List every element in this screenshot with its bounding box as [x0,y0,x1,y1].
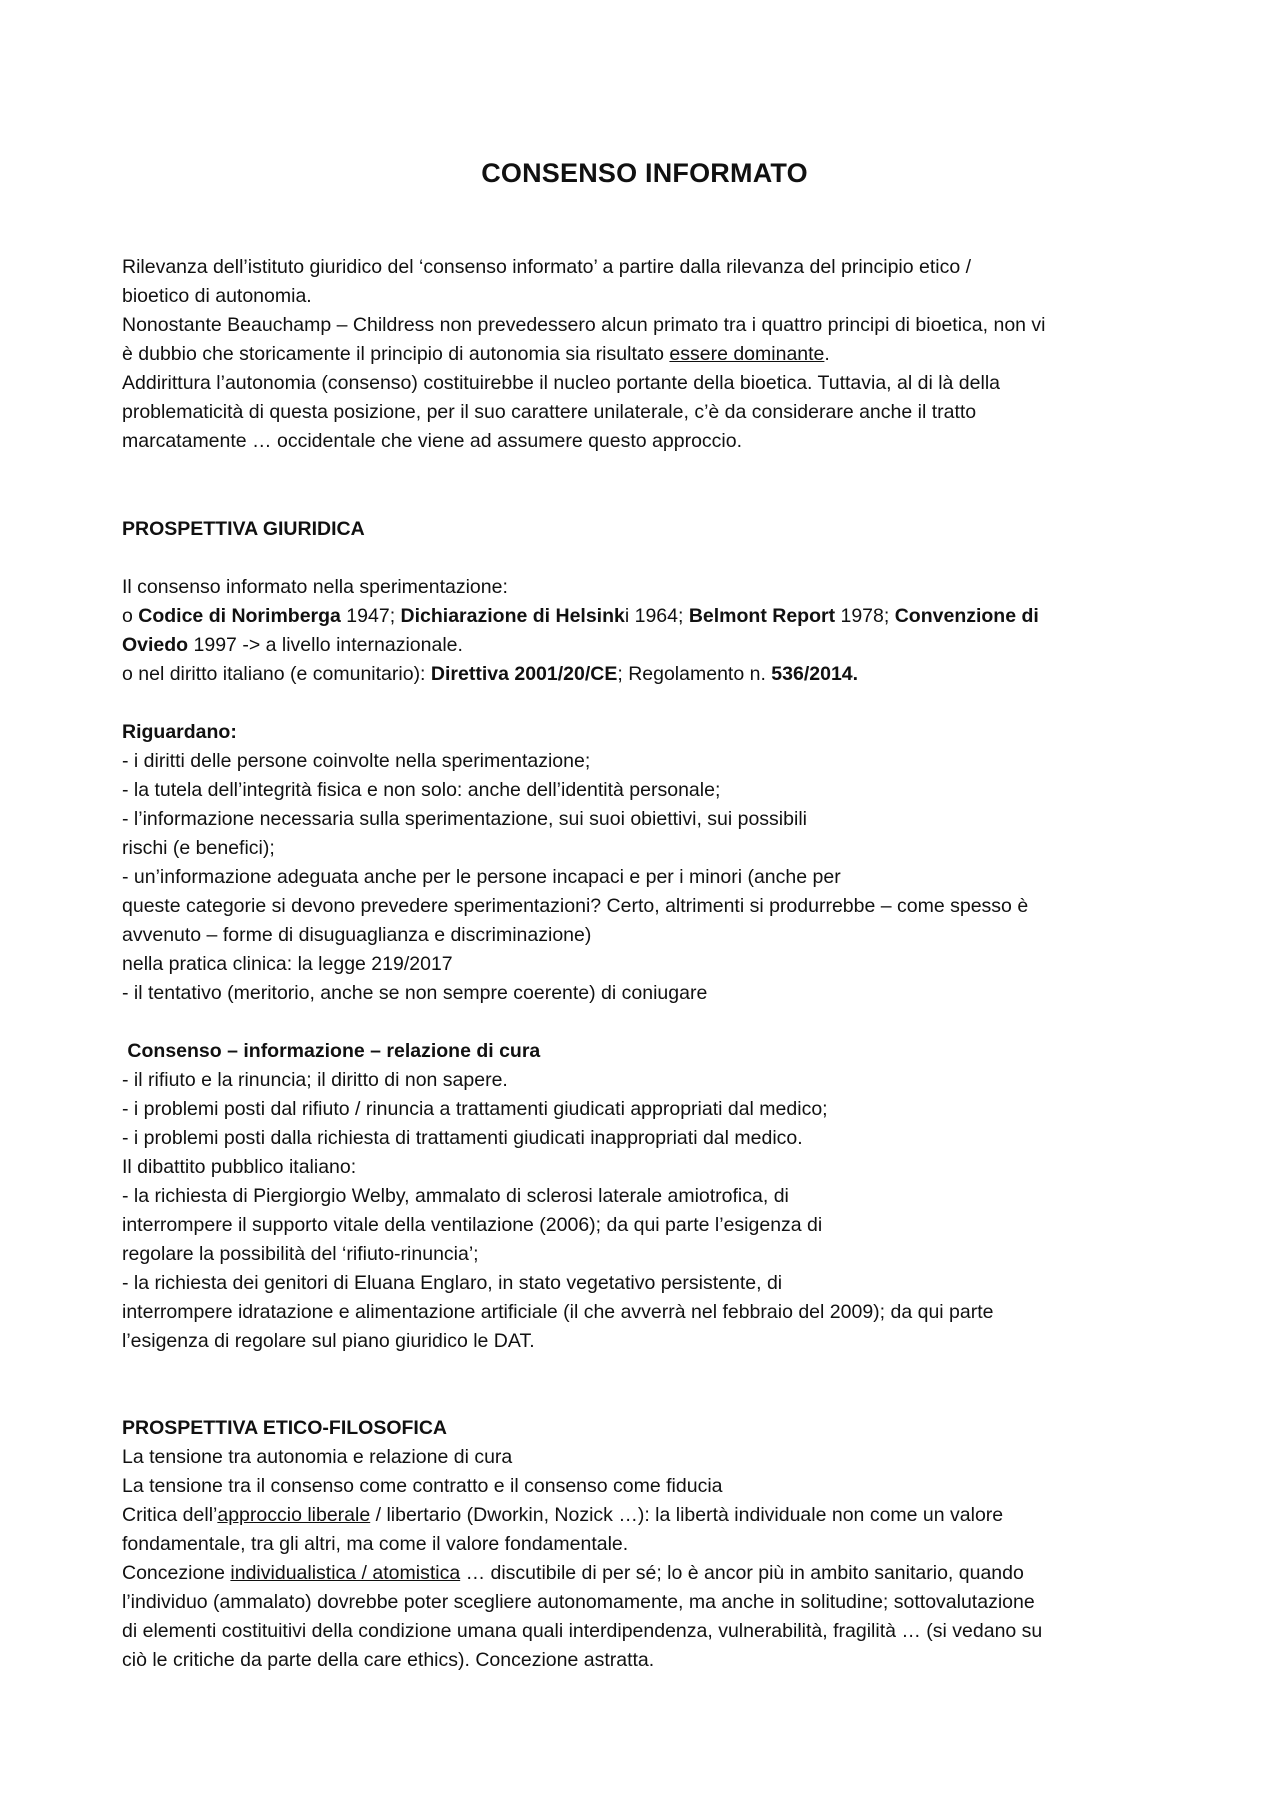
etico-line-1: La tensione tra autonomia e relazione di cura [122,1446,513,1468]
intro-line-3: Nonostante Beauchamp – Childress non prevedessero alcun primato tra i quattro principi di bioetica, non vi [122,314,1046,336]
diritto-italiano: o nel diritto italiano (e comunitario): [122,663,431,685]
intro-line-4-text: è dubbio che storicamente il principio di autonomia sia risultato [122,343,670,365]
riguardano-line-4: rischi (e benefici); [122,837,275,859]
consenso-line-5: - la richiesta di Piergiorgio Welby, ammalato di sclerosi laterale amiotrofica, di [122,1185,789,1207]
consenso-line-2: - i problemi posti dal rifiuto / rinuncia a trattamenti giudicati appropriati dal medico; [122,1098,828,1120]
oviedo: Oviedo [122,634,189,656]
riguardano-line-6: queste categorie si devono prevedere sperimentazioni? Certo, altrimenti si produrrebbe – come spesso è [122,895,1029,917]
riguardano-line-1: - i diritti delle persone coinvolte nella sperimentazione; [122,750,591,772]
consenso-line-3: - i problemi posti dalla richiesta di trattamenti giudicati inappropriati dal medico. [122,1127,803,1149]
dichiarazione-helsinki: Dichiarazione di Helsink [400,605,625,627]
consenso-line-10: l’esigenza di regolare sul piano giuridico le DAT. [122,1330,535,1352]
riguardano-line-5: - un’informazione adeguata anche per le persone incapaci e per i minori (anche per [122,866,841,888]
direttiva: Direttiva 2001/20/CE [430,663,618,685]
regolamento-number: 536/2014. [771,663,859,685]
riguardano-line-9: - il tentativo (meritorio, anche se non sempre coerente) di coniugare [122,982,708,1004]
giuridica-line-1: Il consenso informato nella sperimentazione: [122,576,508,598]
underlined-individualistica: individualistica / atomistica [230,1562,461,1584]
riguardano-line-2: - la tutela dell’integrità fisica e non solo: anche dell’identità personale; [122,779,721,801]
consenso-line-1: - il rifiuto e la rinuncia; il diritto di non sapere. [122,1069,508,1091]
belmont-report: Belmont Report [688,605,836,627]
intro-line-6: problematicità di questa posizione, per il suo carattere unilaterale, c’è da considerare anche il tratto [122,401,977,423]
riguardano-line-8: nella pratica clinica: la legge 219/2017 [122,953,453,975]
giuridica-line-3 [122,633,463,657]
document-title: CONSENSO INFORMATO [481,158,808,188]
heading-consenso-informazione: Consenso – informazione – relazione di cura [122,1040,541,1062]
regolamento: ; Regolamento n. [617,663,772,685]
concezione-rest: … discutibile di per sé; lo è ancor più in ambito sanitario, quando [460,1562,1024,1584]
intro-line-7: marcatamente … occidentale che viene ad assumere questo approccio. [122,430,743,452]
year-1964: i 1964; [624,605,689,627]
heading-riguardano: Riguardano: [122,721,237,743]
giuridica-line-4 [122,662,858,686]
consenso-line-9: interrompere idratazione e alimentazione artificiale (il che avverrà nel febbraio del 2009); da qui parte [122,1301,994,1323]
underlined-approccio-liberale: approccio liberale [217,1504,371,1526]
concezione-prefix: Concezione [122,1562,231,1584]
etico-line-5 [122,1561,1024,1585]
convenzione-di: Convenzione di [894,605,1039,627]
consenso-line-8: - la richiesta dei genitori di Eluana Englaro, in stato vegetativo persistente, di [122,1272,783,1294]
etico-line-8: ciò le critiche da parte della care ethics). Concezione astratta. [122,1649,655,1671]
intro-line-4-end: . [824,343,830,365]
bullet-o: o [122,605,139,627]
year-1978: 1978; [835,605,895,627]
consenso-line-6: interrompere il supporto vitale della ventilazione (2006); da qui parte l’esigenza di [122,1214,823,1236]
oviedo-year: 1997 -> a livello internazionale. [188,634,463,656]
intro-line-5: Addirittura l’autonomia (consenso) costituirebbe il nucleo portante della bioetica. Tuttavia, al di là della [122,372,1001,394]
heading-prospettiva-giuridica: PROSPETTIVA GIURIDICA [122,518,365,540]
etico-line-2: La tensione tra il consenso come contratto e il consenso come fiducia [122,1475,723,1497]
riguardano-line-3: - l’informazione necessaria sulla sperimentazione, sui suoi obiettivi, sui possibili [122,808,807,830]
etico-line-7: di elementi costituitivi della condizione umana quali interdipendenza, vulnerabilità, fragilità … (si vedano su [122,1620,1043,1642]
giuridica-line-2 [122,604,1039,628]
codice-norimberga: Codice di Norimberga [138,605,341,627]
intro-line-2: bioetico di autonomia. [122,285,312,307]
intro-line-1: Rilevanza dell’istituto giuridico del ‘consenso informato’ a partire dalla rilevanza del principio etico / [122,256,972,278]
heading-prospettiva-etico-filosofica: PROSPETTIVA ETICO-FILOSOFICA [122,1417,448,1439]
consenso-line-4: Il dibattito pubblico italiano: [122,1156,357,1178]
underlined-essere-dominante: essere dominante [669,343,825,365]
consenso-line-7: regolare la possibilità del ‘rifiuto-rinuncia’; [122,1243,479,1265]
riguardano-line-7: avvenuto – forme di disuguaglianza e discriminazione) [122,924,592,946]
critica-prefix: Critica dell’ [122,1504,218,1526]
etico-line-3 [122,1503,1003,1527]
intro-line-4 [122,342,830,366]
year-1947: 1947; [340,605,401,627]
etico-line-4: fondamentale, tra gli altri, ma come il valore fondamentale. [122,1533,629,1555]
critica-rest: / libertario (Dworkin, Nozick …): la libertà individuale non come un valore [370,1504,1004,1526]
etico-line-6: l’individuo (ammalato) dovrebbe poter scegliere autonomamente, ma anche in solitudine; sottovalutazione [122,1591,1035,1613]
